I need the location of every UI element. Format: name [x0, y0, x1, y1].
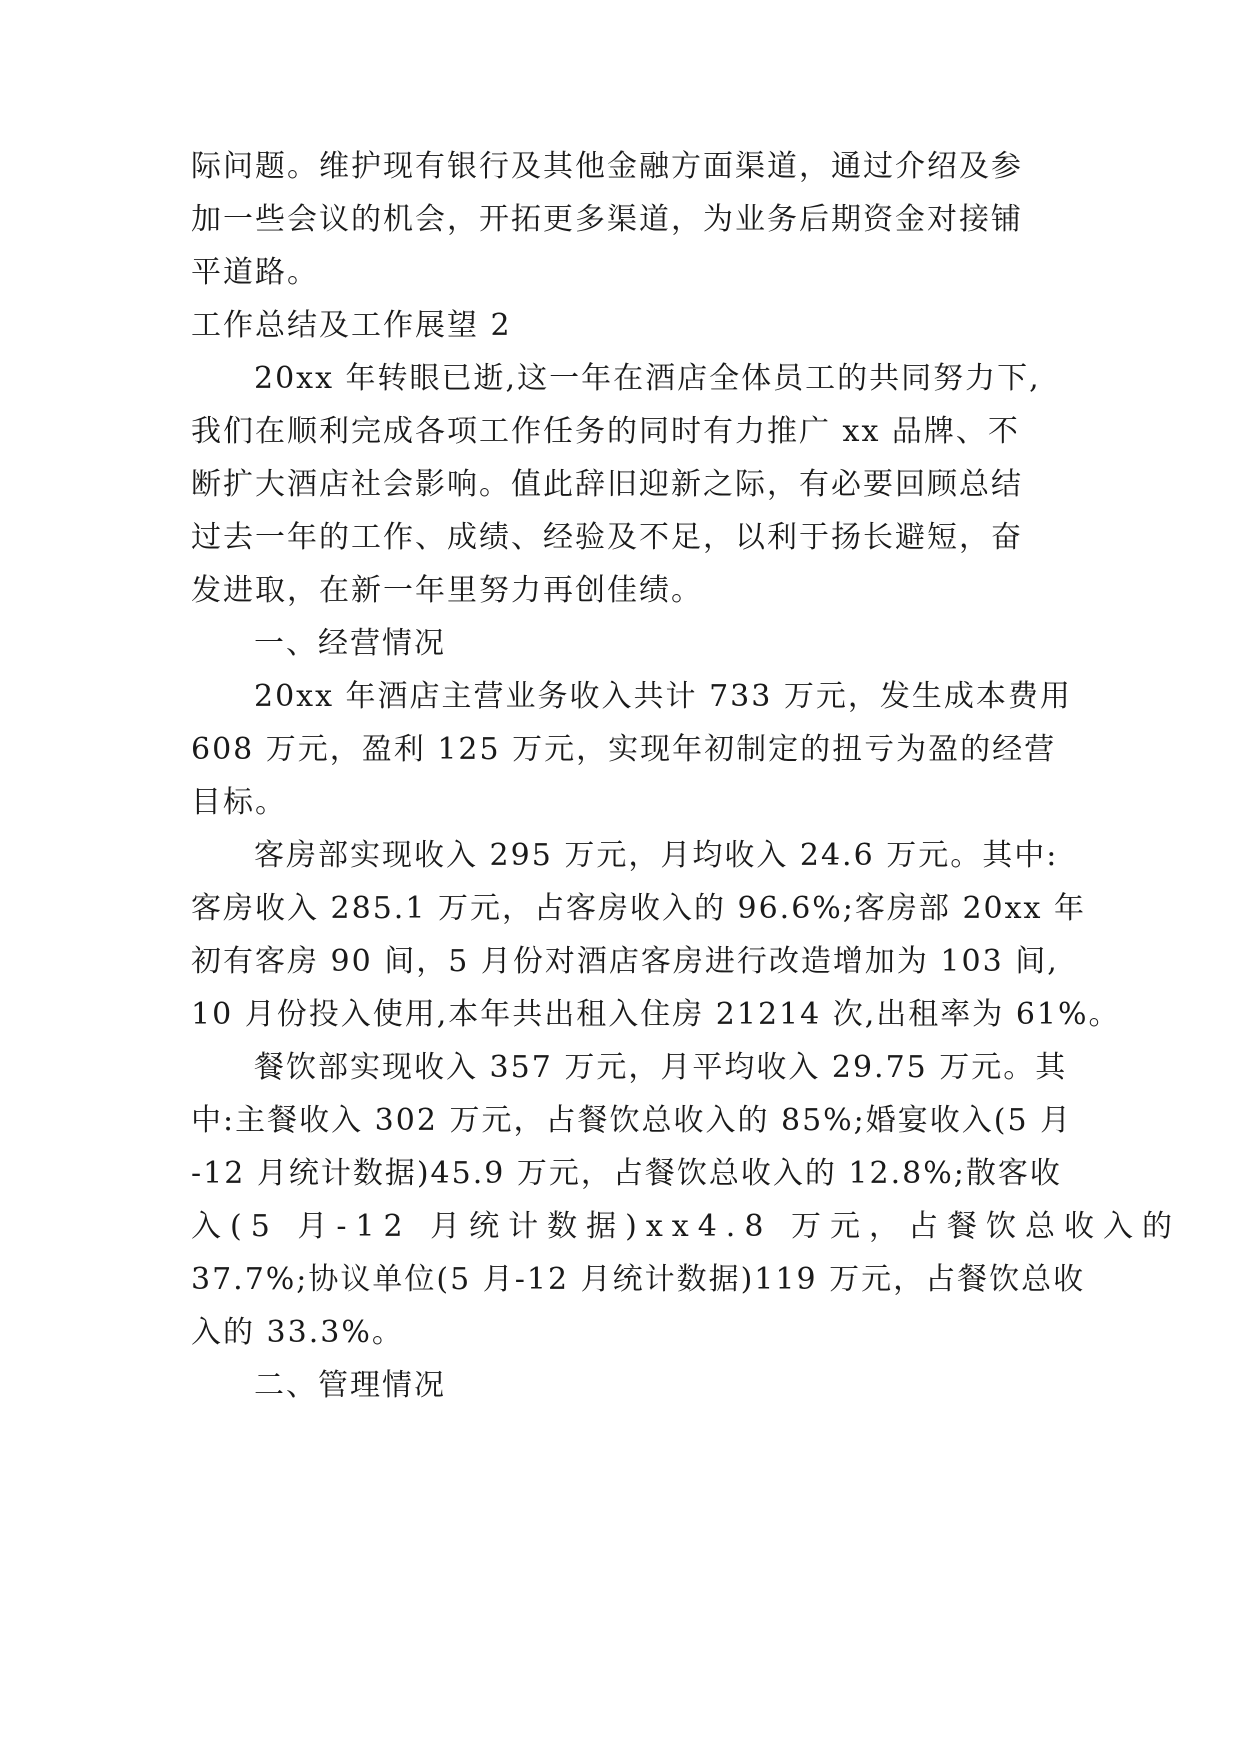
paragraph-line: 20xx 年转眼已逝,这一年在酒店全体员工的共同努力下,	[254, 361, 1041, 396]
paragraph-line: 加一些会议的机会，开拓更多渠道，为业务后期资金对接铺	[191, 202, 1023, 237]
paragraph-line: 37.7%;协议单位(5 月-12 月统计数据)119 万元，占餐饮总收	[191, 1262, 1086, 1297]
paragraph-line: 10 月份投入使用,本年共出租入住房 21214 次,出租率为 61%。	[191, 997, 1121, 1032]
paragraph-line: 断扩大酒店社会影响。值此辞旧迎新之际，有必要回顾总结	[191, 467, 1023, 502]
paragraph-line: 中:主餐收入 302 万元，占餐饮总收入的 85%;婚宴收入(5 月	[191, 1103, 1073, 1138]
paragraph-line: 过去一年的工作、成绩、经验及不足，以利于扬长避短，奋	[191, 520, 1023, 555]
paragraph-line: 际问题。维护现有银行及其他金融方面渠道，通过介绍及参	[191, 149, 1023, 184]
paragraph-line: 发进取，在新一年里努力再创佳绩。	[191, 573, 703, 608]
paragraph-line: 入(5 月-12 月统计数据)xx4.8 万元，占餐饮总收入的	[191, 1209, 1181, 1244]
paragraph-line: 20xx 年酒店主营业务收入共计 733 万元，发生成本费用	[254, 679, 1072, 714]
paragraph-line: 入的 33.3%。	[191, 1315, 404, 1350]
paragraph-line: 餐饮部实现收入 357 万元，月平均收入 29.75 万元。其	[254, 1050, 1068, 1085]
section-heading: 二、管理情况	[254, 1368, 446, 1403]
paragraph-line: 平道路。	[191, 255, 319, 290]
paragraph-line: 608 万元，盈利 125 万元，实现年初制定的扭亏为盈的经营	[191, 732, 1057, 767]
paragraph-line: 目标。	[191, 785, 287, 820]
paragraph-line: 客房部实现收入 295 万元，月均收入 24.6 万元。其中:	[254, 838, 1059, 873]
paragraph-line: 客房收入 285.1 万元，占客房收入的 96.6%;客房部 20xx 年	[191, 891, 1086, 926]
section-heading: 一、经营情况	[254, 626, 446, 661]
paragraph-line: -12 月统计数据)45.9 万元，占餐饮总收入的 12.8%;散客收	[191, 1156, 1062, 1191]
section-title: 工作总结及工作展望 2	[191, 308, 512, 343]
paragraph-line: 初有客房 90 间，5 月份对酒店客房进行改造增加为 103 间,	[191, 944, 1059, 979]
paragraph-line: 我们在顺利完成各项工作任务的同时有力推广 xx 品牌、不	[191, 414, 1020, 449]
